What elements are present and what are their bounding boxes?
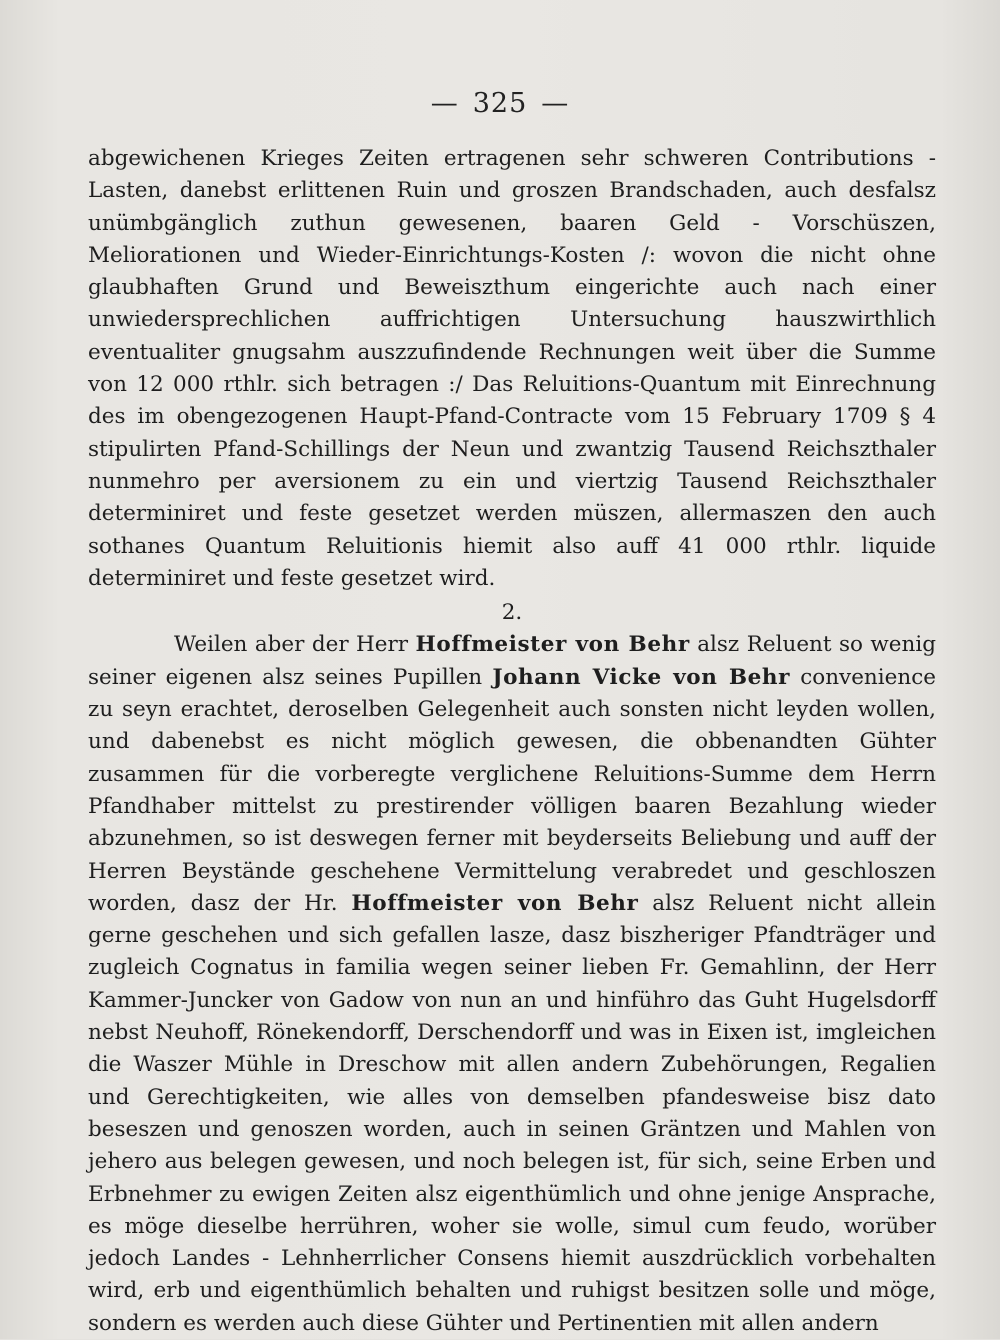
paragraph-continued: abgewichenen Krieges Zeiten ertragenen sehr schweren Contributions - Lasten, danebst erlittenen Ruin und groszen Brandschaden, auch desfalsz unümbgänglich zuthun gewesenen, baaren Geld - Vorschüszen, Meliorationen und Wieder-Einrichtungs-Kosten /: wovon die nicht ohne glaubhaften Grund und Beweiszthum eingerichte auch nach einer unwiedersprechlichen auffrichtigen Untersuchung hauszwirthlich eventualiter gnugsahm auszzufindende Rechnungen weit über die Summe von 12 000 rthlr. sich betragen :/ Das Reluitions-Quantum mit Einrechnung des im obengezogenen Haupt-Pfand-Contracte vom 15 February 1709 § 4 stipulirten Pfand-Schillings der Neun und zwantzig Tausend Reichszthaler nunmehro per aversionem zu ein und viertzig Tausend Reichszthaler determiniret und feste gesetzet werden müszen, allermaszen den auch sothanes Quantum Reluitionis hiemit also auff 41 000 rthlr. liquide determiniret und feste gesetzet wird. bbox=[88, 146, 936, 591]
person-name-hoffmeister: Hoffmeister von Behr bbox=[351, 890, 639, 916]
page-number-header bbox=[0, 88, 1000, 119]
text-run: Weilen aber der Herr bbox=[174, 632, 416, 658]
dash-right: — bbox=[541, 88, 570, 119]
text-run: convenience zu seyn erachtet, deroselben Gelegenheit auch sonsten nicht leyden wollen, und dabenebst es nicht möglich gewesen, die obbenandten Gühter zusammen für die vorberegte verglichene Reluitions-Summe dem Herrn Pfandhaber mittelst zu prestirender völligen baaren Bezahlung wieder abzunehmen, so ist deswegen ferner mit beyderseits Beliebung und auff der Herren Beystände geschehene Vermittelung verabredet und geschloszen worden, dasz der Hr. bbox=[88, 664, 936, 916]
body-text bbox=[88, 143, 936, 1340]
person-name-johann-vicke: Johann Vicke von Behr bbox=[492, 664, 791, 690]
section-number: 2. bbox=[501, 600, 523, 626]
paragraph-section-2 bbox=[88, 629, 936, 1340]
person-name-hoffmeister: Hoffmeister von Behr bbox=[415, 632, 690, 658]
dash-left: — bbox=[430, 88, 459, 119]
text-run: alsz Reluent nicht allein gerne geschehen und sich gefallen lasze, dasz biszheriger Pfandträger und zugleich Cognatus in familia wegen seiner lieben Fr. Gemahlinn, der Herr Kammer-Juncker von Gadow von nun an und hinführo das Guht Hugelsdorff nebst Neuhoff, Rönekendorff, Derschendorff und was in Eixen ist, imgleichen die Waszer Mühle in Dreschow mit allen andern Zubehörungen, Regalien und Gerechtigkeiten, wie alles von demselben pfandesweise bisz dato beseszen und genoszen worden, auch in seinen Gräntzen und Mahlen von jehero aus belegen gewesen, und noch belegen ist, für sich, seine Erben und Erbnehmer zu ewigen Zeiten alsz eigenthümlich und ohne jenige Ansprache, es möge dieselbe herrühren, woher sie wolle, simul cum feudo, worüber jedoch Landes - Lehnherrlicher Consens hiemit auszdrücklich vorbehalten wird, erb und eigenthümlich behalten und ruhigst besitzen solle und möge, sondern es werden auch diese Gühter und Pertinentien mit allen andern bbox=[88, 890, 936, 1336]
page-number: 325 bbox=[472, 88, 528, 119]
text-run: alsz Reluent so wenig seiner eigenen alsz seines Pupillen bbox=[88, 632, 936, 690]
